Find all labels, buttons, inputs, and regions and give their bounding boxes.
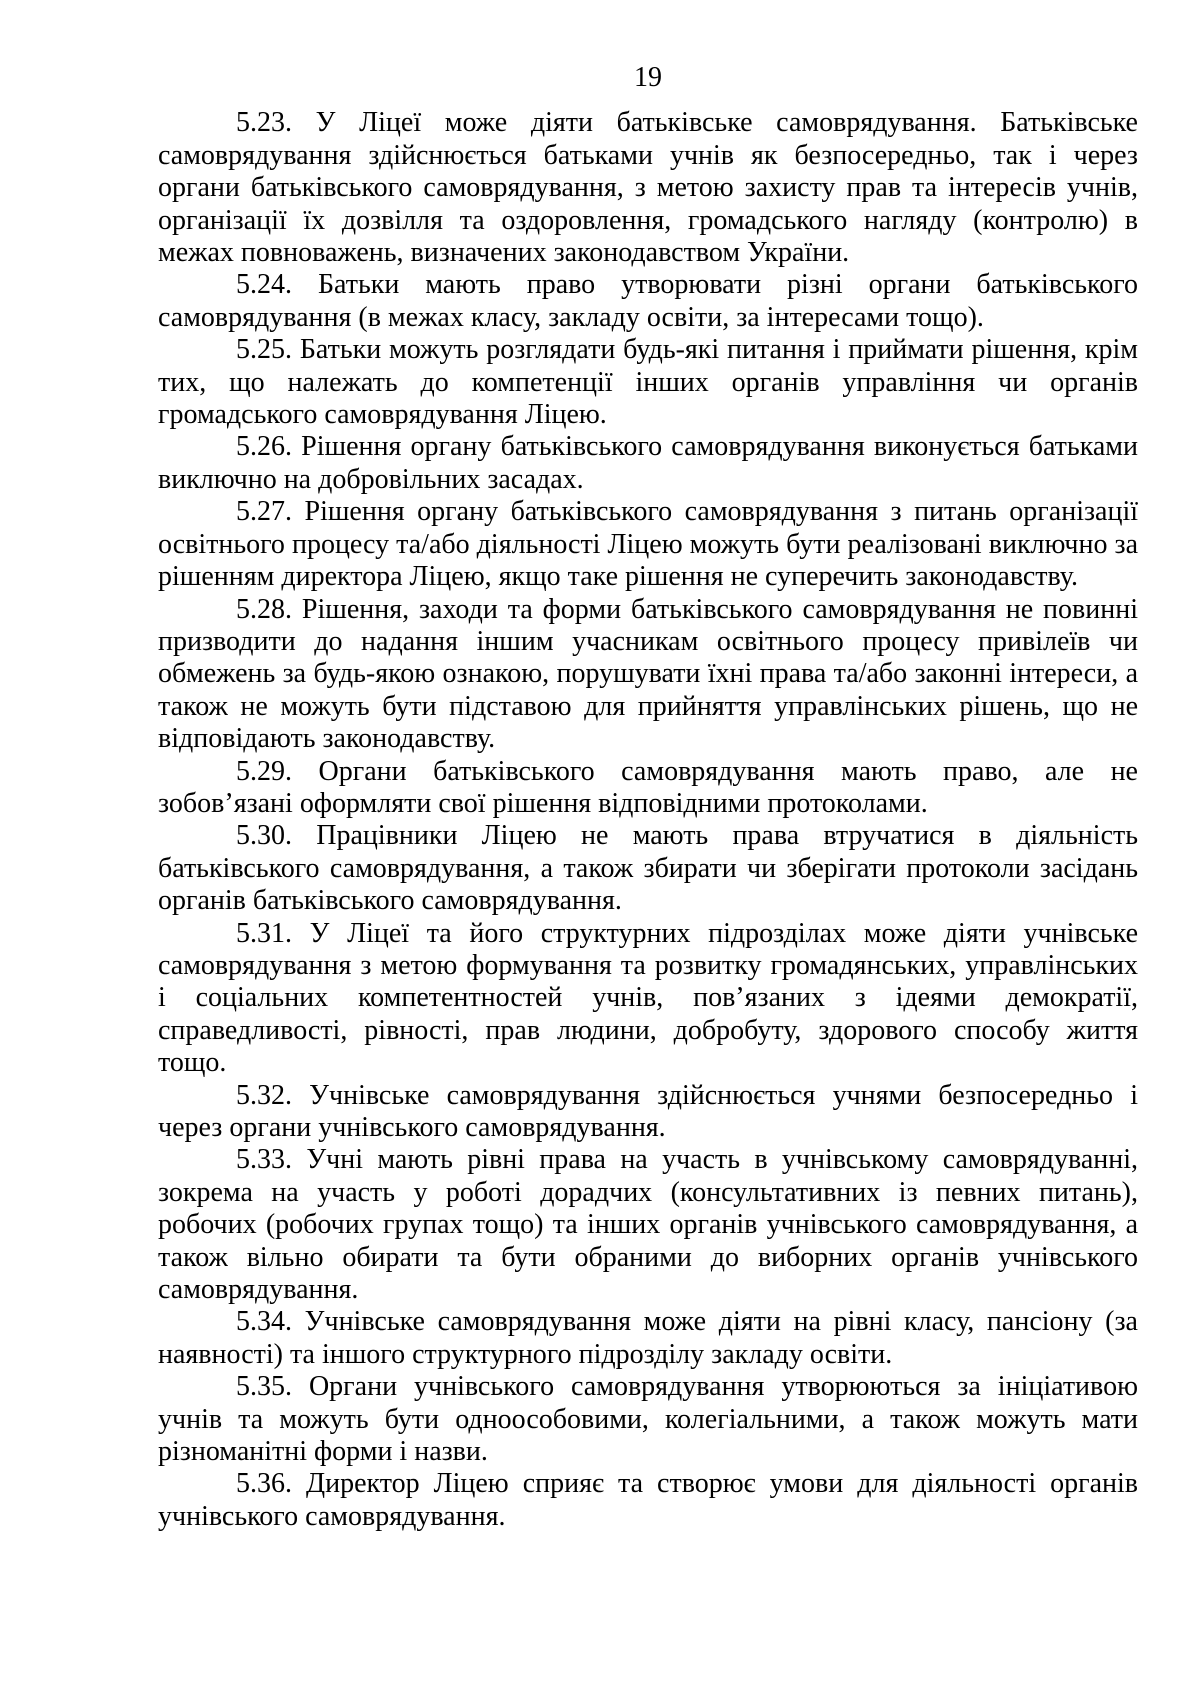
paragraph-5-29: 5.29. Органи батьківського самоврядування мають право, але не зобов’язані оформляти свої рішення відповідними протоколами. — [158, 755, 1138, 819]
paragraph-5-28: 5.28. Рішення, заходи та форми батьківського самоврядування не повинні призводити до надання іншим учасникам освітнього процесу привілеїв чи обмежень за будь-якою ознакою, порушувати їхні права та/або законні інтереси, а також не можуть бути підставою для прийняття управлінських рішень, що не відповідають законодавству. — [158, 593, 1138, 755]
paragraph-5-31: 5.31. У Ліцеї та його структурних підрозділах може діяти учнівське самоврядування з метою формування та розвитку громадянських, управлінських і соціальних компетентностей учнів, пов’язаних з ідеями демократії, справедливості, рівності, прав людини, добробуту, здорового способу життя тощо. — [158, 917, 1138, 1079]
paragraph-5-25: 5.25. Батьки можуть розглядати будь-які питання і приймати рішення, крім тих, що належать до компетенції інших органів управління чи органів громадського самоврядування Ліцею. — [158, 334, 1138, 431]
paragraph-5-35: 5.35. Органи учнівського самоврядування утворюються за ініціативою учнів та можуть бути одноособовими, колегіальними, а також можуть мати різноманітні форми і назви. — [158, 1371, 1138, 1468]
paragraph-5-24: 5.24. Батьки мають право утворювати різні органи батьківського самоврядування (в межах класу, закладу освіти, за інтересами тощо). — [158, 269, 1138, 333]
document-body — [158, 107, 1138, 1533]
paragraph-5-30: 5.30. Працівники Ліцею не мають права втручатися в діяльність батьківського самоврядування, а також збирати чи зберігати протоколи засідань органів батьківського самоврядування. — [158, 820, 1138, 917]
page-number: 19 — [634, 62, 662, 93]
paragraph-5-32: 5.32. Учнівське самоврядування здійснюється учнями безпосередньо і через органи учнівського самоврядування. — [158, 1079, 1138, 1143]
paragraph-5-34: 5.34. Учнівське самоврядування може діяти на рівні класу, пансіону (за наявності) та іншого структурного підрозділу закладу освіти. — [158, 1306, 1138, 1370]
paragraph-5-33: 5.33. Учні мають рівні права на участь в учнівському самоврядуванні, зокрема на участь у роботі дорадчих (консультативних із певних питань), робочих (робочих групах тощо) та інших органів учнівського самоврядування, а також вільно обирати та бути обраними до виборних органів учнівського самоврядування. — [158, 1144, 1138, 1306]
paragraph-5-36: 5.36. Директор Ліцею сприяє та створює умови для діяльності органів учнівського самоврядування. — [158, 1468, 1138, 1532]
paragraph-5-27: 5.27. Рішення органу батьківського самоврядування з питань організації освітнього процесу та/або діяльності Ліцею можуть бути реалізовані виключно за рішенням директора Ліцею, якщо таке рішення не суперечить законодавству. — [158, 496, 1138, 593]
paragraph-5-23: 5.23. У Ліцеї може діяти батьківське самоврядування. Батьківське самоврядування здійснюється батьками учнів як безпосередньо, так і через органи батьківського самоврядування, з метою захисту прав та інтересів учнів, організації їх дозвілля та оздоровлення, громадського нагляду (контролю) в межах повноважень, визначених законодавством України. — [158, 107, 1138, 269]
paragraph-5-26: 5.26. Рішення органу батьківського самоврядування виконується батьками виключно на добровільних засадах. — [158, 431, 1138, 495]
